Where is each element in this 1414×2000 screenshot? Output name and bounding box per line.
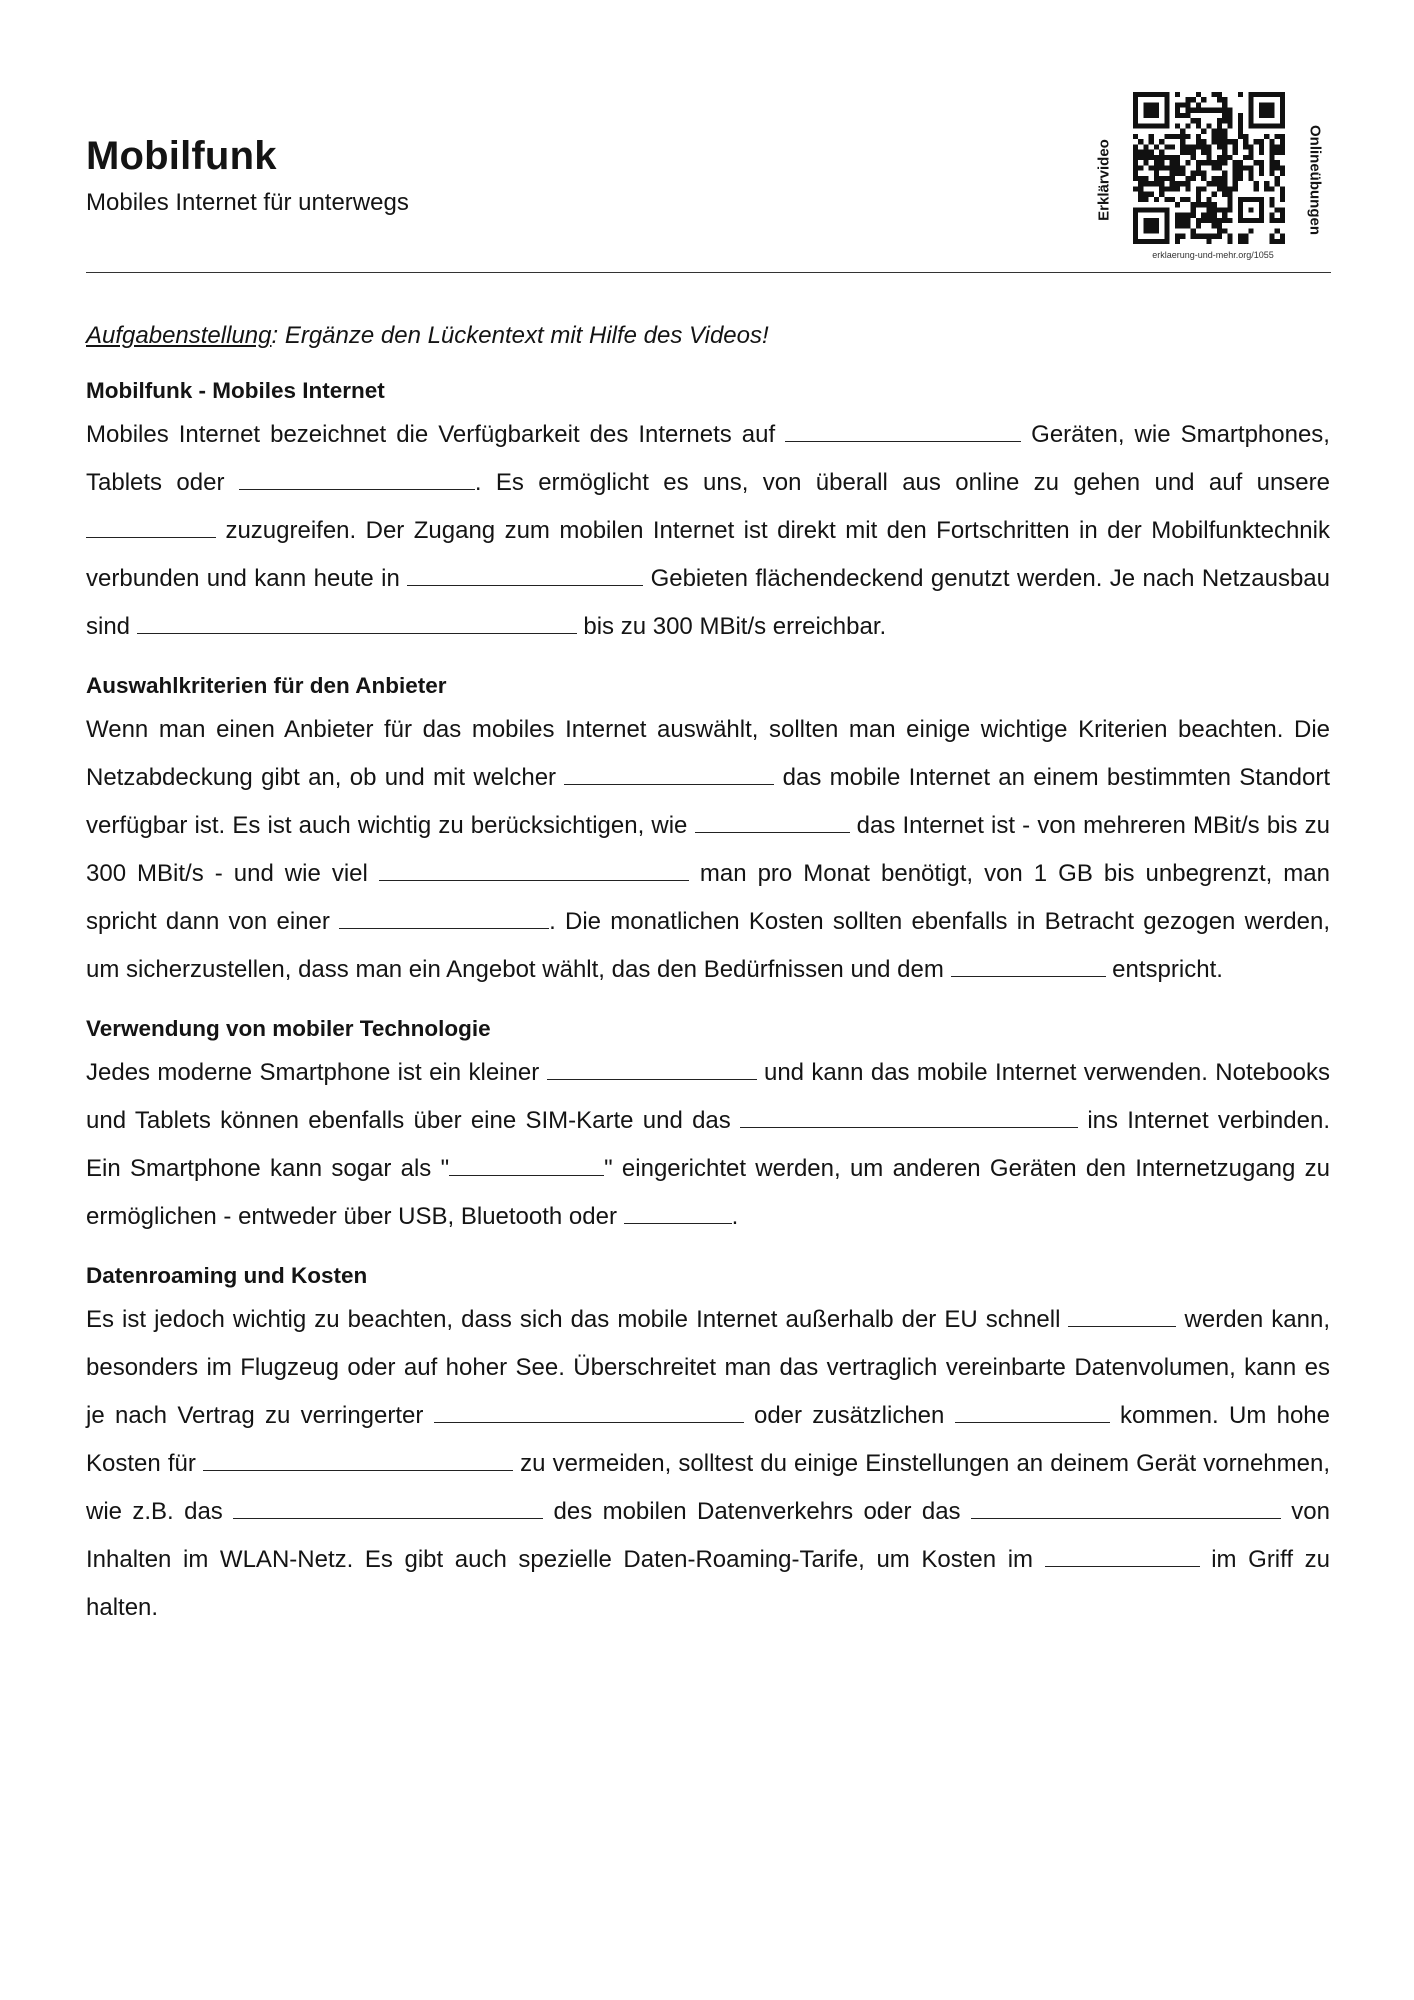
blank-field[interactable] [1068,1304,1176,1327]
task-label: Aufgabenstellung [86,322,272,349]
blank-field[interactable] [1045,1544,1200,1567]
page-title: Mobilfunk [86,134,277,178]
section-title: Mobilfunk - Mobiles Internet [86,378,385,403]
text-segment: Es ist jedoch wichtig zu beachten, dass sich das mobile Internet außerhalb der EU schnell [86,1306,1069,1333]
text-segment: . [731,1203,739,1230]
text-segment: das mobile Internet an einem bestimmten Standort verfügbar ist. Es ist auch wichtig zu berücksichtigen, wie [86,764,1330,839]
text-segment: und kann das mobile Internet verwenden. Notebooks und Tablets können ebenfalls über eine SIM-Karte und das [86,1059,1331,1134]
task-instruction [86,312,1330,360]
text-segment: . Die monatlichen Kosten sollten ebenfalls in Betracht gezogen werden, um sicherzustellen, dass man ein Angebot wählt, das den Bedürfnissen und dem [86,908,1331,983]
qr-left-label [1090,124,1118,236]
text-segment: . Es ermöglicht es uns, von überall aus online zu gehen und auf unsere [474,469,1330,496]
section-text [86,411,1330,651]
text-segment: Mobiles Internet bezeichnet die Verfügbarkeit des Internets auf [86,421,786,448]
blank-field[interactable] [695,810,850,833]
text-segment: Wenn man einen Anbieter für das mobiles Internet auswählt, sollten man einige wichtige Kriterien beachten. Die Netzabdeckung gibt an, ob und mit welcher [86,716,1330,791]
blank-field[interactable] [233,1496,543,1519]
qr-right-label [1301,104,1329,256]
section-text [86,1296,1330,1632]
text-segment: im Griff zu halten. [86,1546,1330,1621]
blank-field[interactable] [434,1400,744,1423]
worksheet-content [86,312,1330,1647]
page-subtitle: Mobiles Internet für unterwegs [86,189,409,216]
text-segment: zu vermeiden, solltest du einige Einstellungen an deinem Gerät vornehmen, wie z.B. das [86,1450,1331,1525]
text-segment: werden kann, besonders im Flugzeug oder auf hoher See. Überschreitet man das vertraglich vereinbarte Datenvolumen, kann es je nach Vertrag zu verringerter [86,1306,1330,1429]
text-segment: des mobilen Datenverkehrs oder das [543,1498,971,1525]
blank-field[interactable] [547,1057,757,1080]
blank-field[interactable] [624,1201,732,1224]
qr-code-icon[interactable] [1133,92,1285,244]
section-text [86,1049,1330,1241]
blank-field[interactable] [971,1496,1281,1519]
explainer-video-label: Erklärvideo [1095,139,1113,221]
online-exercises-label: Onlineübungen [1306,125,1324,235]
text-segment: zuzugreifen. Der Zugang zum mobilen Internet ist direkt mit den Fortschritten in der Mobilfunktechnik verbunden und kann heute in [86,517,1330,592]
header-divider [86,272,1331,273]
blank-field[interactable] [740,1105,1078,1128]
blank-field[interactable] [407,563,643,586]
text-segment: Gebieten flächendeckend genutzt werden. Je nach Netzausbau sind [86,565,1331,640]
text-segment: bis zu 300 MBit/s erreichbar. [576,613,887,640]
section-provider-criteria [86,666,1330,994]
text-segment: oder zusätzlichen [743,1402,955,1429]
text-segment: " eingerichtet werden, um anderen Geräten den Internetzugang zu ermöglichen - entweder über USB, Bluetooth oder [86,1155,1330,1230]
qr-url: erklaerung-und-mehr.org/1055 [1152,250,1274,260]
section-title: Auswahlkriterien für den Anbieter [86,673,447,698]
section-title: Verwendung von mobiler Technologie [86,1016,491,1041]
text-segment: entspricht. [1105,956,1223,983]
blank-field[interactable] [379,858,689,881]
text-segment: Jedes moderne Smartphone ist ein kleiner [86,1059,547,1086]
text-segment: kommen. Um hohe Kosten für [86,1402,1331,1477]
blank-field[interactable] [449,1153,604,1176]
section-mobile-internet [86,371,1330,651]
blank-field[interactable] [951,954,1106,977]
blank-field[interactable] [339,906,549,929]
section-mobile-technology [86,1009,1330,1241]
text-segment: man pro Monat benötigt, von 1 GB bis unbegrenzt, man spricht dann von einer [86,860,1330,935]
blank-field[interactable] [203,1448,513,1471]
text-segment: von Inhalten im WLAN-Netz. Es gibt auch spezielle Daten-Roaming-Tarife, um Kosten im [86,1498,1330,1573]
blank-field[interactable] [86,515,216,538]
blank-field[interactable] [955,1400,1110,1423]
text-segment: ins Internet verbinden. Ein Smartphone kann sogar als " [86,1107,1330,1182]
blank-field[interactable] [239,467,475,490]
blank-field[interactable] [137,611,577,634]
section-data-roaming [86,1256,1330,1632]
blank-field[interactable] [785,419,1021,442]
text-segment: Geräten, wie Smartphones, Tablets oder [86,421,1330,496]
section-text [86,706,1330,994]
section-title: Datenroaming und Kosten [86,1263,368,1288]
task-text: : Ergänze den Lückentext mit Hilfe des Videos! [271,322,769,349]
blank-field[interactable] [564,762,774,785]
text-segment: das Internet ist - von mehreren MBit/s bis zu 300 MBit/s - und wie viel [86,812,1330,887]
